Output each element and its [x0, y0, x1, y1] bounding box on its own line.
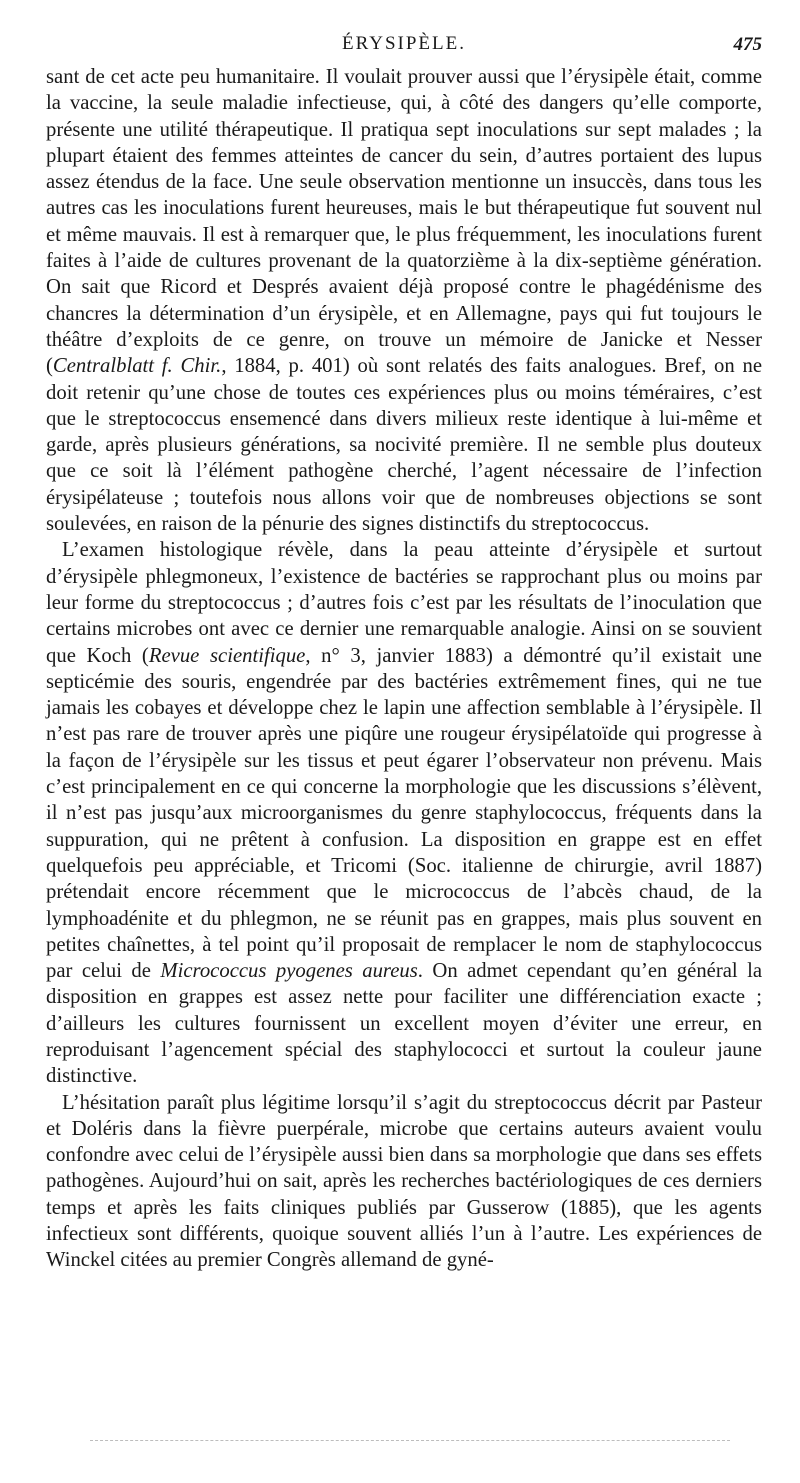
- paragraph-text: sant de cet acte peu humanitaire. Il voulait prouver aussi que l’érysipèle était, comme la vaccine, la seule maladie infectieuse, qui, à côté des dangers qu’elle comporte, présente une utilité thérapeutique. Il pratiqua sept inoculations sur sept malades ; la plupart étaient des femmes atteintes de cancer du sein, d’autres portaient des lupus assez étendus de la face. Une seule observation mentionne un insuccès, dans tous les autres cas les inoculations furent heureuses, mais le but thérapeutique fut souvent nul et même mauvais. Il est à remarquer que, le plus fréquemment, les inoculations furent faites à l’aide de cultures provenant de la quatorzième à la dix-septième génération. On sait que Ricord et Després avaient déjà proposé contre le phagédénisme des chancres la détermination d’un érysipèle, et en Allemagne, pays qui fut toujours le théâtre d’exploits de ce genre, on trouve un mémoire de Janicke et Nesser (: [46, 66, 762, 378]
- footer-dotted-rule: [90, 1440, 730, 1441]
- paragraph-text: , n° 3, janvier 1883) a démontré qu’il existait une septicémie des souris, engendrée par des bactéries extrêmement fines, qui ne tue jamais les cobayes et développe chez le lapin une affection semblable à l’érysipèle. Il n’est pas rare de trouver après une piqûre une rougeur érysipélatoïde qui progresse à la façon de l’érysipèle sur les tissus et peut égarer l’observateur non prévenu. Mais c’est principalement en ce qui concerne la morphologie que les discussions s’élèvent, il n’est pas jusqu’aux microorganismes du genre staphylococcus, fréquents dans la suppuration, qui ne prêtent à confusion. La disposition en grappe est en effet quelquefois peu appréciable, et Tricomi (Soc. italienne de chirurgie, avril 1887) prétendait encore récemment que le micrococcus de l’abcès chaud, de la lymphoadénite et du phlegmon, ne se réunit pas en grappes, mais plus souvent en petites chaînettes, à tel point qu’il proposait de remplacer le nom de staphylococcus par celui de: [46, 644, 762, 983]
- page-number: 475: [733, 34, 762, 55]
- paragraph-puerperal-fever: [46, 1090, 762, 1274]
- paragraph-inoculations: [46, 64, 762, 537]
- running-head: [46, 30, 762, 60]
- species-name: Micrococcus pyogenes aureus: [160, 960, 418, 983]
- running-title: ÉRYSIPÈLE.: [342, 33, 466, 54]
- paragraph-histology: [46, 537, 762, 1089]
- journal-title: Centralblatt f. Chir.: [52, 355, 222, 378]
- body-text: [46, 64, 762, 1274]
- paragraph-text: L’hésitation paraît plus légitime lorsqu’il s’agit du streptococcus décrit par Pasteur et Doléris dans la fièvre puerpérale, microbe que certains auteurs avaient voulu confondre avec celui de l’érysipèle aussi bien dans sa morphologie que dans ses effets pathogènes. Aujourd’hui on sait, après les recherches bactériologiques de ces derniers temps et après les faits cliniques publiés par Gusserow (1885), que les agents infectieux sont différents, quoique souvent alliés l’un à l’autre. Les expériences de Winckel citées au premier Congrès allemand de gyné-: [46, 1091, 762, 1272]
- paragraph-text: . On admet cependant qu’en général la disposition en grappes est assez nette pour faciliter une différenciation exacte ; d’ailleurs les cultures fournissent un excellent moyen d’éviter une erreur, en reproduisant l’agencement spécial des staphylococci et surtout la couleur jaune distinctive.: [46, 960, 762, 1088]
- paragraph-text: L’examen histologique révèle, dans la peau atteinte d’érysipèle et surtout d’érysipèle phlegmoneux, l’existence de bactéries se rapprochant plus ou moins par leur forme du streptococcus ; d’autres fois c’est par les résultats de l’inoculation que certains microbes ont avec ce dernier une remarquable analogie. Ainsi on se souvient que Koch (: [46, 539, 762, 667]
- journal-title: Revue scientifique: [148, 644, 306, 667]
- paragraph-text: , 1884, p. 401) où sont relatés des faits analogues. Bref, on ne doit retenir qu’une chose de toutes ces expériences plus ou moins téméraires, c’est que le streptococcus ensemencé dans divers milieux reste identique à lui-même et garde, après plusieurs générations, sa nocivité première. Il ne semble plus douteux que ce soit là l’élément pathogène cherché, l’agent nécessaire de l’infection érysipélateuse ; toutefois nous allons voir que de nombreuses objections se sont soulevées, en raison de la pénurie des signes distinctifs du streptococcus.: [46, 355, 762, 536]
